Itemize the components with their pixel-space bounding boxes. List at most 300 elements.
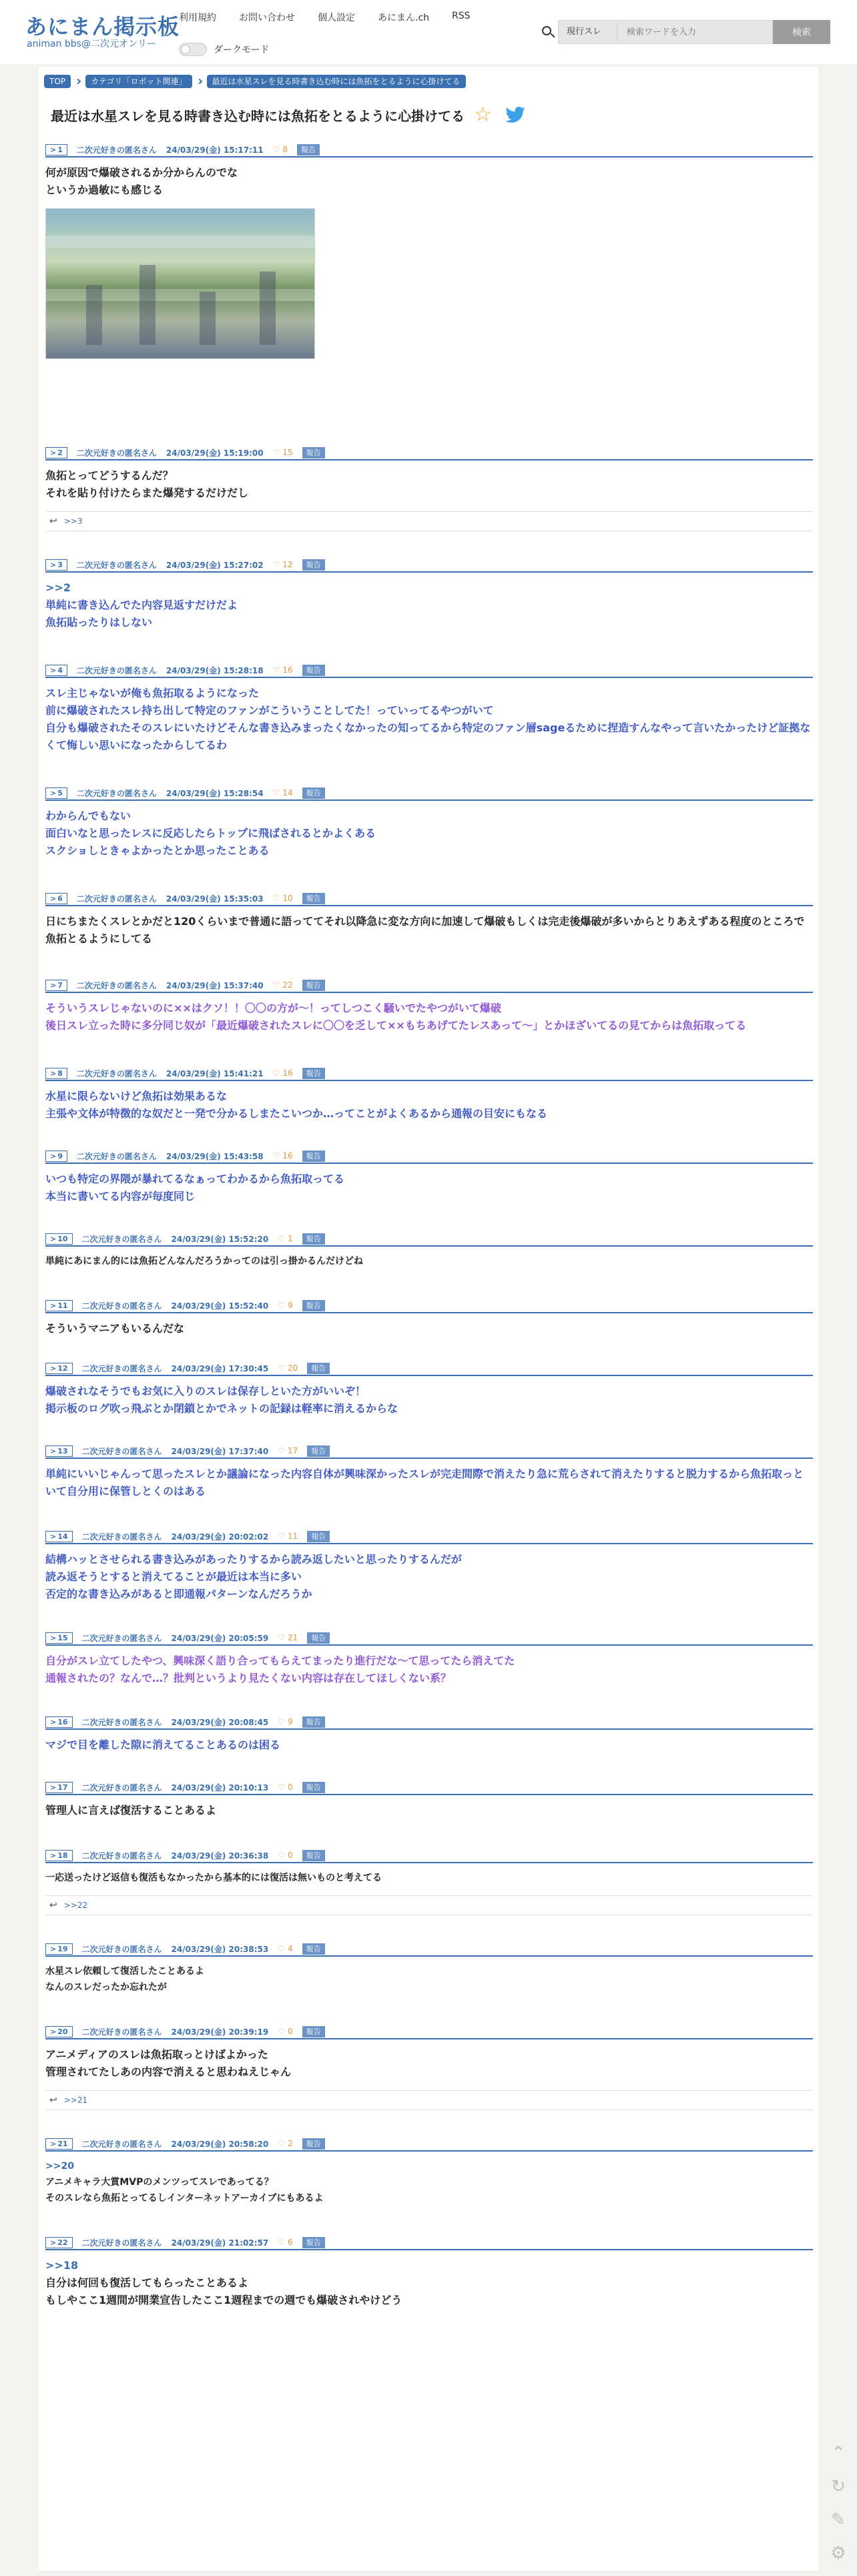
post-body — [45, 906, 813, 948]
report-button[interactable]: 報告 — [302, 1300, 325, 1311]
nav-animanch-link[interactable]: あにまん.ch — [378, 13, 430, 23]
heart-icon: ♡ — [278, 1783, 286, 1792]
like-button[interactable] — [278, 1301, 292, 1310]
post-number-button[interactable]: > 16 — [45, 1716, 73, 1728]
like-count: 11 — [288, 1532, 298, 1541]
post-body — [45, 2250, 813, 2309]
post-text-line: 面白いなと思ったレスに反応したらトップに飛ばされるとかよくある — [45, 827, 376, 840]
like-button[interactable] — [273, 894, 293, 903]
post-number-button[interactable]: > 7 — [45, 980, 67, 991]
like-count: 9 — [288, 1717, 293, 1726]
post-date: 24/03/29(金) 20:02:02 — [171, 1532, 269, 1542]
main-content — [39, 67, 818, 2571]
heart-icon: ♡ — [278, 2027, 286, 2036]
like-count: 0 — [288, 1851, 293, 1860]
post-number-button[interactable]: > 1 — [45, 144, 67, 155]
post-number: 14 — [57, 1532, 68, 1541]
like-button[interactable] — [273, 788, 293, 797]
post-text-line: 前に爆破されたスレ持ち出して特定のファンがこういうことしてた！っていってるやつがいて — [45, 704, 494, 717]
post-number: 11 — [57, 1301, 68, 1310]
like-button[interactable] — [278, 1717, 292, 1726]
post-text-line: 単純にあにまん的には魚拓どんなんだろうかってのは引っ掛かるんだけどね — [45, 1256, 363, 1267]
like-button[interactable] — [278, 2027, 292, 2036]
like-count: 2 — [288, 2139, 293, 2148]
reply-icon: ↩ — [49, 1900, 57, 1911]
post — [45, 1849, 813, 1915]
post-text-line: 管理人に言えば復活することあるよ — [45, 1804, 217, 1817]
post-number-button[interactable]: > 10 — [45, 1233, 73, 1245]
post-number-button[interactable]: > 12 — [45, 1363, 73, 1374]
post-text-line: 単純にいいじゃんって思ったスレとか議論になった内容自体が興味深かったスレが完走間際で消えたり急に荒らされて消えたりすると脱力するから魚拓取っといて自分用に保管しとくのはある — [45, 1468, 804, 1498]
top-nav — [179, 11, 471, 24]
like-count: 21 — [288, 1633, 298, 1642]
post-number: 5 — [57, 788, 63, 797]
post-text-line: 水星に限らないけど魚拓は効果あるな — [45, 1090, 228, 1102]
search-scope-select[interactable]: 現行スレ — [559, 25, 617, 39]
post — [45, 2236, 813, 2309]
report-button[interactable]: 報告 — [302, 447, 325, 458]
post-header — [45, 663, 813, 678]
post-date: 24/03/29(金) 20:58:20 — [171, 2139, 269, 2149]
post-text-line: そういうマニアもいるんだな — [45, 1322, 185, 1335]
post — [45, 1066, 813, 1122]
post-number: 12 — [57, 1363, 68, 1373]
twitter-icon[interactable] — [505, 104, 526, 125]
post-date: 24/03/29(金) 21:02:57 — [171, 2238, 269, 2248]
heart-icon: ♡ — [272, 145, 280, 154]
post-date: 24/03/29(金) 15:17:11 — [166, 145, 264, 155]
like-count: 15 — [282, 448, 293, 457]
report-button[interactable]: 報告 — [302, 1151, 325, 1162]
report-button[interactable]: 報告 — [302, 1782, 325, 1793]
like-count: 1 — [288, 1234, 293, 1243]
post-number: 4 — [57, 665, 63, 675]
poster-name: 二次元好きの匿名さん — [81, 1532, 162, 1542]
poster-name: 二次元好きの匿名さん — [81, 1633, 162, 1643]
post-header — [45, 1715, 813, 1730]
like-count: 22 — [282, 980, 293, 990]
post-header — [45, 1942, 813, 1957]
poster-name: 二次元好きの匿名さん — [81, 1783, 162, 1793]
post-number-button[interactable]: > 9 — [45, 1151, 67, 1162]
like-count: 12 — [282, 560, 293, 569]
post-number-button[interactable]: > 18 — [45, 1850, 73, 1861]
heart-icon: ♡ — [272, 1151, 280, 1161]
post-body — [45, 1730, 813, 1754]
heart-icon: ♡ — [272, 894, 280, 903]
site-header — [0, 0, 857, 64]
heart-icon: ♡ — [278, 2139, 286, 2148]
post-number-button[interactable]: > 8 — [45, 1068, 67, 1079]
chevron-right-icon — [75, 79, 81, 84]
post — [45, 1361, 813, 1417]
report-button[interactable]: 報告 — [302, 980, 325, 991]
reply-link[interactable]: >>21 — [63, 2096, 88, 2105]
heart-icon: ♡ — [278, 1234, 286, 1243]
breadcrumb-category[interactable]: カテゴリ「ロボット関連」 — [85, 75, 192, 88]
post-number-button[interactable]: > 3 — [45, 559, 67, 571]
post-text-line: 後日スレ立った時に多分同じ奴が「最近爆破されたスレに〇〇を乏して××もちあげてたレスあって～」とかほざいてるの見てからは魚拓取ってる — [45, 1019, 747, 1032]
breadcrumb-thread[interactable]: 最近は水星スレを見る時書き込む時には魚拓をとるように心掛けてる — [207, 75, 466, 88]
post-body — [45, 678, 813, 754]
reply-anchor-link[interactable]: >>2 — [45, 581, 71, 594]
post-list — [45, 143, 813, 2336]
chevron-right-icon — [196, 79, 202, 84]
post-number: 21 — [57, 2139, 68, 2148]
reply-icon: ↩ — [49, 2095, 57, 2106]
nav-settings-link[interactable]: 個人設定 — [318, 13, 355, 23]
like-count: 16 — [282, 1068, 293, 1078]
post-date: 24/03/29(金) 15:19:00 — [166, 448, 264, 458]
post-body — [45, 1081, 813, 1122]
poster-name: 二次元好きの匿名さん — [81, 1717, 162, 1727]
report-button[interactable]: 報告 — [297, 144, 320, 155]
post-date: 24/03/29(金) 15:28:18 — [166, 665, 264, 675]
toggle-switch[interactable] — [179, 43, 207, 56]
like-button[interactable] — [273, 448, 293, 457]
post-body — [45, 1544, 813, 1603]
logo-subtitle: animan bbs@二次元オンリー — [27, 39, 156, 49]
post-date: 24/03/29(金) 15:43:58 — [166, 1151, 264, 1161]
gear-icon[interactable]: ⚙ — [830, 2543, 846, 2563]
edit-icon[interactable]: ✎ — [831, 2510, 846, 2530]
post-number-button[interactable]: > 15 — [45, 1632, 73, 1644]
post-text-line: 否定的な書き込みがあると即通報パターンなんだろうか — [45, 1588, 312, 1600]
heart-icon: ♡ — [272, 788, 280, 797]
toggle-knob — [181, 45, 190, 54]
like-button[interactable] — [278, 2238, 292, 2247]
post-text-line: わからんでもない — [45, 810, 131, 822]
post-date: 24/03/29(金) 15:52:40 — [171, 1301, 269, 1311]
post — [45, 143, 813, 359]
post-text-line: 水星スレ依頼して復活したことあるよ — [45, 1966, 204, 1977]
post-text-line: 何が原因で爆破されるか分からんのでな — [45, 166, 238, 179]
post-text-line: アニメキャラ大賞MVPのメンツってスレであってる？ — [45, 2177, 274, 2188]
dark-mode-toggle[interactable] — [179, 43, 269, 56]
post-header — [45, 2236, 813, 2250]
post-date: 24/03/29(金) 20:08:45 — [171, 1717, 269, 1727]
post-number: 3 — [57, 560, 63, 569]
poster-name: 二次元好きの匿名さん — [81, 1234, 162, 1244]
post-number-button[interactable]: > 17 — [45, 1782, 73, 1793]
report-button[interactable]: 報告 — [302, 1068, 325, 1079]
breadcrumb-top[interactable]: TOP — [44, 75, 71, 88]
logo-title: あにまん掲示板 — [25, 14, 180, 39]
post-body — [45, 993, 813, 1034]
post-date: 24/03/29(金) 20:38:53 — [171, 1944, 269, 1954]
poster-name: 二次元好きの匿名さん — [81, 1446, 162, 1456]
post-number-button[interactable]: > 19 — [45, 1943, 73, 1955]
report-button[interactable]: 報告 — [307, 1363, 330, 1374]
reply-icon: ↩ — [49, 516, 57, 527]
post-number-button[interactable]: > 11 — [45, 1300, 73, 1311]
like-button[interactable] — [273, 145, 288, 154]
post-text-line: 魚拓貼ったりはしない — [45, 616, 153, 629]
post-header — [45, 446, 813, 460]
nav-terms-link[interactable]: 利用規約 — [179, 13, 216, 23]
post-header — [45, 143, 813, 157]
post-body — [45, 1247, 813, 1269]
post-text-line: もしやここ1週間が開業宣告したここ1週程までの週でも爆破されやけどう — [45, 2294, 402, 2306]
post-date: 24/03/29(金) 17:30:45 — [171, 1363, 269, 1373]
like-button[interactable] — [278, 1851, 292, 1860]
post-text-line: 読み返そうとすると消えてることが最近は本当に多い — [45, 1570, 302, 1583]
post-number: 18 — [57, 1851, 68, 1860]
post-text-line: そういうスレじゃないのに××はクソ！！〇〇の方が～！ってしつこく騒いでたやつがいて爆破 — [45, 1002, 501, 1014]
post-text-line: 結構ハッとさせられる書き込みがあったりするから読み返したいと思ったりするんだが — [45, 1553, 462, 1566]
post-number: 10 — [57, 1234, 68, 1243]
poster-name: 二次元好きの匿名さん — [76, 145, 157, 155]
post-text-line: 単純に書き込んでた内容見返すだけだよ — [45, 599, 238, 611]
report-button[interactable]: 報告 — [307, 1632, 330, 1644]
heart-icon: ♡ — [278, 1363, 286, 1373]
poster-name: 二次元好きの匿名さん — [76, 448, 157, 458]
like-count: 0 — [288, 1783, 293, 1792]
post-header — [45, 978, 813, 993]
post — [45, 663, 813, 754]
post — [45, 1232, 813, 1269]
post — [45, 446, 813, 531]
post-date: 24/03/29(金) 15:41:21 — [166, 1068, 264, 1078]
post-number: 7 — [57, 980, 63, 990]
poster-name: 二次元好きの匿名さん — [81, 1301, 162, 1311]
reply-link[interactable]: >>3 — [63, 517, 83, 526]
post-text-line: 一応送ったけど返信も復活もなかったから基本的には復活は無いものと考えてる — [45, 1873, 382, 1883]
like-button[interactable] — [278, 1783, 292, 1792]
post-number: 13 — [57, 1446, 68, 1456]
post — [45, 978, 813, 1034]
poster-name: 二次元好きの匿名さん — [76, 980, 157, 990]
nav-rss-link[interactable]: RSS — [452, 11, 471, 21]
heart-icon: ♡ — [272, 980, 280, 990]
post-header — [45, 2025, 813, 2039]
post-number-button[interactable]: > 6 — [45, 893, 67, 904]
post — [45, 1444, 813, 1500]
thread-title-row — [51, 104, 526, 125]
post-date: 24/03/29(金) 20:36:38 — [171, 1851, 269, 1861]
post-text-line: 爆破されなそうでもお気に入りのスレは保存しといた方がいいぞ！ — [45, 1385, 366, 1397]
report-button[interactable]: 報告 — [307, 1531, 330, 1542]
post-number: 6 — [57, 894, 63, 903]
like-button[interactable] — [273, 980, 293, 990]
post-date: 24/03/29(金) 20:05:59 — [171, 1633, 269, 1643]
report-button[interactable]: 報告 — [302, 1850, 325, 1861]
post-body — [45, 1164, 813, 1205]
post — [45, 558, 813, 631]
report-button[interactable]: 報告 — [302, 1233, 325, 1245]
heart-icon: ♡ — [272, 1068, 280, 1078]
poster-name: 二次元好きの匿名さん — [76, 1151, 157, 1161]
reply-anchor-link[interactable]: >>20 — [45, 2161, 74, 2172]
like-button[interactable] — [273, 1151, 293, 1161]
post — [45, 1715, 813, 1754]
post-body — [45, 460, 813, 502]
heart-icon: ♡ — [278, 1633, 286, 1642]
poster-name: 二次元好きの匿名さん — [76, 1068, 157, 1078]
report-button[interactable]: 報告 — [307, 1445, 330, 1457]
post-body — [45, 2152, 813, 2206]
star-icon[interactable]: ☆ — [474, 103, 492, 126]
like-button[interactable] — [278, 2139, 292, 2148]
post-number: 19 — [57, 1944, 68, 1953]
post — [45, 1530, 813, 1603]
poster-name: 二次元好きの匿名さん — [81, 1363, 162, 1373]
post-text-line: 主張や文体が特徴的な奴だと一発で分かるしまたこいつか…ってことがよくあるから通報の目安にもなる — [45, 1107, 548, 1120]
heart-icon: ♡ — [278, 1717, 286, 1726]
post-date: 24/03/29(金) 17:37:40 — [171, 1446, 269, 1456]
reply-link[interactable]: >>22 — [63, 1901, 88, 1910]
site-logo[interactable] — [25, 15, 180, 49]
post-image[interactable] — [45, 208, 315, 359]
like-button[interactable] — [273, 560, 293, 569]
post-text-line: 通報されたの？なんで…？批判というより見たくない内容は存在してほしくない系？ — [45, 1672, 452, 1684]
post-text-line: 掲示板のログ吹っ飛ぶとか閉鎖とかでネットの記録は軽率に消えるからな — [45, 1402, 398, 1415]
report-button[interactable]: 報告 — [302, 1716, 325, 1728]
like-count: 0 — [288, 2027, 293, 2036]
poster-name: 二次元好きの匿名さん — [76, 665, 157, 675]
post — [45, 786, 813, 860]
reply-list — [45, 511, 813, 531]
post-date: 24/03/29(金) 15:27:02 — [166, 560, 264, 570]
report-button[interactable]: 報告 — [302, 2237, 325, 2248]
post-text-line: 日にちまたくスレとかだと120くらいまで普通に語っててそれ以降急に変な方向に加速して爆破もしくは完走後爆破が多いからとりあえずある程度のところで魚拓とるようにしてる — [45, 915, 805, 945]
like-button[interactable] — [273, 1068, 293, 1078]
reply-anchor-link[interactable]: >>18 — [45, 2259, 79, 2272]
post-number-button[interactable]: > 21 — [45, 2138, 73, 2150]
post-text-line: マジで目を離した隙に消えてることあるのは困る — [45, 1738, 281, 1751]
post-number: 22 — [57, 2238, 68, 2247]
post — [45, 1149, 813, 1205]
post-header — [45, 1849, 813, 1863]
post-date: 24/03/29(金) 15:35:03 — [166, 894, 264, 904]
post-body — [45, 801, 813, 860]
post-body — [45, 1795, 813, 1819]
post-number: 20 — [57, 2027, 68, 2036]
search-input[interactable] — [617, 21, 772, 43]
like-count: 9 — [288, 1301, 293, 1310]
post-header — [45, 1444, 813, 1459]
breadcrumb — [44, 75, 466, 88]
post-number-button[interactable]: > 13 — [45, 1445, 73, 1457]
post — [45, 1631, 813, 1687]
like-button[interactable] — [278, 1532, 298, 1541]
report-button[interactable]: 報告 — [302, 2026, 325, 2037]
poster-name: 二次元好きの匿名さん — [81, 2238, 162, 2248]
reload-icon[interactable]: ↻ — [831, 2477, 846, 2497]
post-header — [45, 1530, 813, 1544]
like-count: 17 — [288, 1446, 298, 1456]
poster-name: 二次元好きの匿名さん — [81, 1851, 162, 1861]
post-number-button[interactable]: > 4 — [45, 665, 67, 676]
post — [45, 892, 813, 948]
post-body — [45, 2039, 813, 2081]
post-number-button[interactable]: > 22 — [45, 2237, 73, 2248]
post-body — [45, 1376, 813, 1417]
post-body — [45, 157, 813, 199]
post-number-button[interactable]: > 14 — [45, 1531, 73, 1542]
nav-contact-link[interactable]: お問い合わせ — [239, 13, 295, 23]
post-text-line: 本当に書いてる内容が毎度同じ — [45, 1190, 196, 1203]
reply-list — [45, 1895, 813, 1915]
search-icon — [538, 20, 558, 44]
like-button[interactable] — [278, 1633, 298, 1642]
report-button[interactable]: 報告 — [302, 2138, 325, 2150]
dark-mode-label: ダークモード — [214, 45, 270, 55]
like-count: 6 — [288, 2238, 293, 2247]
post-text-line: なんのスレだったか忘れたが — [45, 1982, 167, 1993]
post-body — [45, 1646, 813, 1687]
post-text-line: 管理されてたしあの内容で消えると思わねえじゃん — [45, 2065, 292, 2078]
heart-icon: ♡ — [278, 1532, 286, 1541]
like-button[interactable] — [278, 1363, 298, 1373]
heart-icon: ♡ — [278, 1944, 286, 1953]
poster-name: 二次元好きの匿名さん — [81, 1944, 162, 1954]
post — [45, 1299, 813, 1337]
heart-icon: ♡ — [272, 560, 280, 569]
post-number: 16 — [57, 1717, 68, 1726]
poster-name: 二次元好きの匿名さん — [76, 894, 157, 904]
post-body — [45, 1459, 813, 1500]
post-text-line: そのスレなら魚拓とってるしインターネットアーカイブにもあるよ — [45, 2193, 324, 2204]
like-button[interactable] — [273, 665, 293, 675]
report-button[interactable]: 報告 — [302, 1943, 325, 1955]
post-number: 8 — [57, 1068, 63, 1078]
post-text-line: アニメディアのスレは魚拓取っとけばよかった — [45, 2048, 268, 2061]
post — [45, 2025, 813, 2110]
like-count: 16 — [282, 665, 293, 675]
scroll-top-icon[interactable]: ⌃ — [831, 2443, 846, 2463]
heart-icon: ♡ — [278, 1301, 286, 1310]
heart-icon: ♡ — [278, 1446, 286, 1456]
post-number: 2 — [57, 448, 63, 457]
heart-icon: ♡ — [278, 2238, 286, 2247]
post-header — [45, 1299, 813, 1313]
like-count: 4 — [288, 1944, 293, 1953]
report-button[interactable]: 報告 — [302, 893, 325, 904]
post-header — [45, 558, 813, 573]
report-button[interactable]: 報告 — [302, 559, 325, 571]
post — [45, 2137, 813, 2206]
post-number: 17 — [57, 1783, 68, 1792]
like-button[interactable] — [278, 1944, 292, 1953]
heart-icon: ♡ — [272, 448, 280, 457]
post-text-line: それを貼り付けたらまた爆発するだけだし — [45, 487, 249, 499]
post-number-button[interactable]: > 20 — [45, 2026, 73, 2037]
poster-name: 二次元好きの匿名さん — [76, 560, 157, 570]
post-number-button[interactable]: > 5 — [45, 787, 67, 799]
post-body — [45, 1863, 813, 1886]
post — [45, 1781, 813, 1819]
poster-name: 二次元好きの匿名さん — [76, 788, 157, 798]
post — [45, 1942, 813, 1995]
report-button[interactable]: 報告 — [302, 787, 325, 799]
heart-icon: ♡ — [272, 665, 280, 675]
post-header — [45, 786, 813, 801]
post-header — [45, 1361, 813, 1376]
like-button[interactable] — [278, 1234, 292, 1243]
like-count: 20 — [288, 1363, 298, 1373]
floating-actions — [828, 2443, 852, 2576]
post-text-line: というか過敏にも感じる — [45, 184, 164, 196]
post-number-button[interactable]: > 2 — [45, 447, 67, 458]
post-date: 24/03/29(金) 15:28:54 — [166, 788, 264, 798]
like-button[interactable] — [278, 1446, 298, 1456]
like-count: 16 — [282, 1151, 293, 1161]
report-button[interactable]: 報告 — [302, 665, 325, 676]
post-date: 24/03/29(金) 20:39:19 — [171, 2027, 269, 2037]
search-button[interactable]: 検索 — [773, 20, 830, 44]
post-body — [45, 573, 813, 631]
